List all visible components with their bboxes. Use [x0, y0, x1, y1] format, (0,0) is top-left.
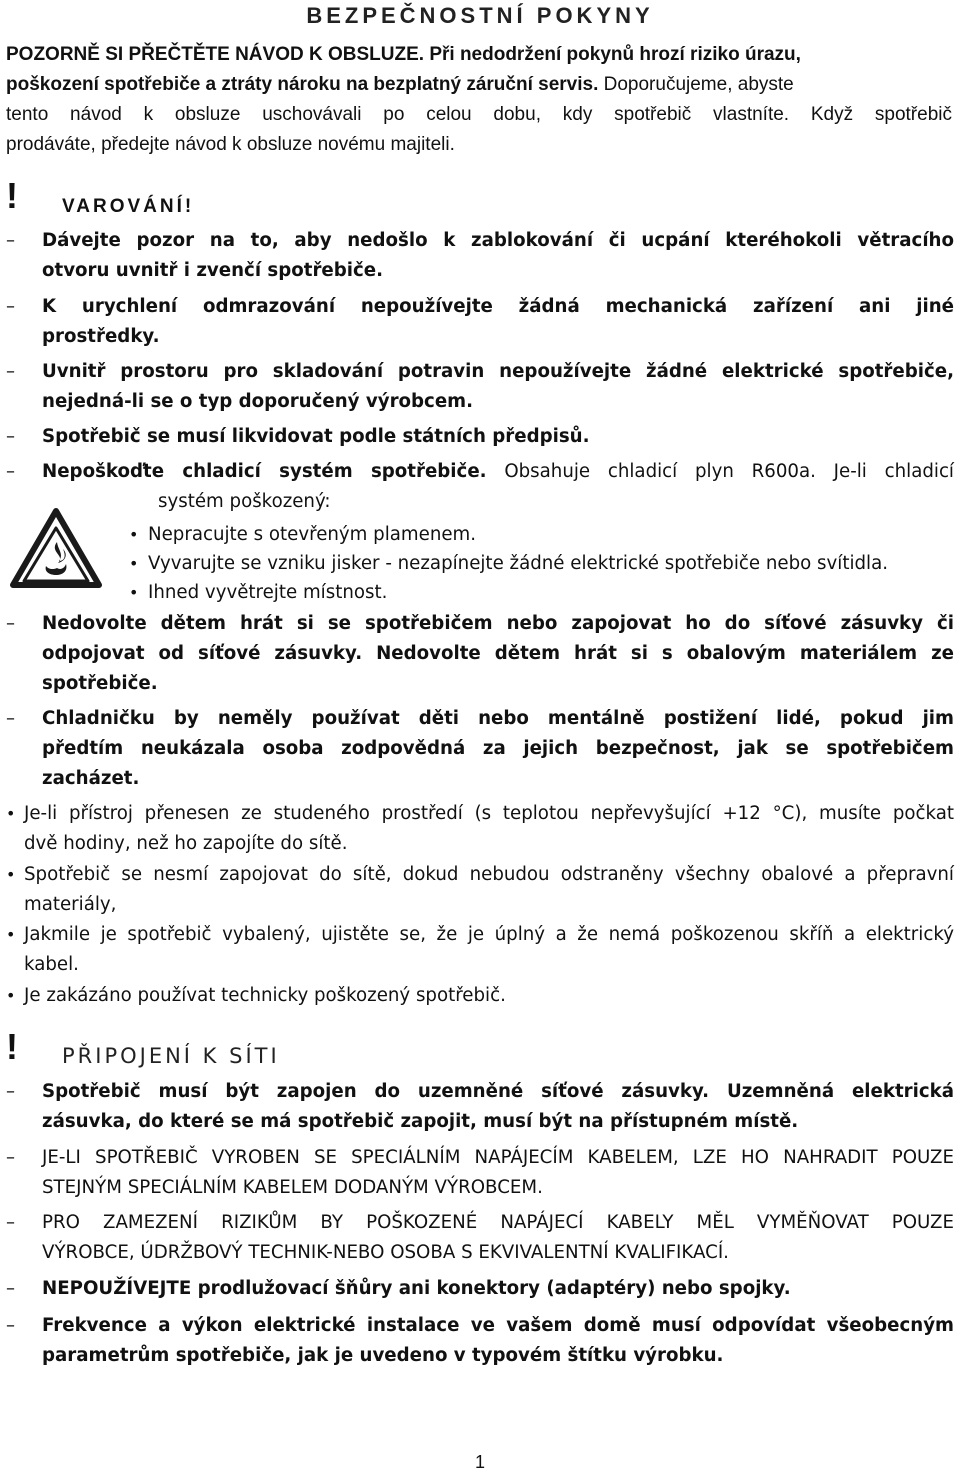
refrigerant-bullet-1: Nepracujte s otevřeným plamenem. — [148, 524, 477, 545]
flammable-warning-icon — [8, 506, 104, 590]
warning-item-4: Spotřebič se musí likvidovat podle státních předpisů. — [42, 426, 590, 447]
refrigerant-bullet-2: Vyvarujte se vzniku jisker - nezapínejte žádné elektrické spotřebiče nebo svítidla. — [148, 553, 889, 574]
connection-item-4 — [42, 1274, 791, 1304]
connection-heading: PŘIPOJENÍ K SÍTI — [62, 1044, 280, 1068]
page-number: 1 — [474, 1452, 485, 1472]
general-item-2-line-1: Spotřebič se nesmí zapojovat do sítě, dokud nebudou odstraněny všechny obalové a přepravní — [24, 864, 954, 885]
dash-bullet: – — [6, 613, 15, 634]
general-item-3-line-1: Jakmile je spotřebič vybalený, ujistěte se, že je úplný a že nemá poškozenou skříň a elektrický — [24, 924, 954, 945]
connection-item-4-bold: NEPOUŽÍVEJTE — [42, 1278, 192, 1299]
bullet-dot: • — [129, 583, 139, 602]
general-item-3-line-2: kabel. — [24, 954, 79, 975]
bullet-dot: • — [129, 525, 139, 544]
warning-item-1-line-2: otvoru uvnitř i zvenčí spotřebiče. — [42, 260, 384, 281]
bullet-dot: • — [6, 804, 16, 823]
dash-bullet: – — [6, 1278, 15, 1299]
warning-item-3-line-2: nejedná-li se o typ doporučený výrobcem. — [42, 391, 474, 412]
warning-item-2-line-2: prostředky. — [42, 326, 160, 347]
connection-item-3-line-1: PRO ZAMEZENÍ RIZIKŮM BY POŠKOZENÉ NAPÁJECÍ KABELY MĚL VYMĚŇOVAT POUZE — [42, 1212, 954, 1233]
refrigerant-bold: Nepoškoďte chladicí systém spotřebiče. — [42, 461, 487, 482]
connection-exclamation-icon: ! — [6, 1026, 18, 1067]
intro-line-2 — [6, 70, 952, 100]
connection-item-5-line-1: Frekvence a výkon elektrické instalace ve vašem domě musí odpovídat všeobecným — [42, 1315, 954, 1336]
dash-bullet: – — [6, 296, 15, 317]
intro-line-2-rest: Doporučujeme, abyste — [598, 74, 794, 95]
connection-item-3-line-2: VÝROBCE, ÚDRŽBOVÝ TECHNIK-NEBO OSOBA S EKVIVALENTNÍ KVALIFIKACÍ. — [42, 1242, 729, 1263]
intro-line-4: prodáváte, předejte návod k obsluze novému majiteli. — [6, 134, 455, 155]
bullet-dot: • — [6, 986, 16, 1005]
bullet-dot: • — [129, 554, 139, 573]
dash-bullet: – — [6, 1212, 15, 1233]
dash-bullet: – — [6, 361, 15, 382]
connection-item-5-line-2: parametrům spotřebiče, jak je uvedeno v typovém štítku výrobku. — [42, 1345, 724, 1366]
dash-bullet: – — [6, 1147, 15, 1168]
intro-line-1: POZORNĚ SI PŘEČTĚTE NÁVOD K OBSLUZE. Při nedodržení pokynů hrozí riziko úrazu, — [6, 44, 801, 65]
connection-item-1-line-2: zásuvka, do které se má spotřebič zapojit, musí být na přístupném místě. — [42, 1111, 799, 1132]
general-item-1-line-1: Je-li přístroj přenesen ze studeného prostředí (s teplotou nepřevyšující +12 °C), musíte počkat — [24, 803, 954, 824]
warning-item-1-line-1: Dávejte pozor na to, aby nedošlo k zablokování či ucpání kteréhokoli větracího — [42, 230, 954, 251]
warning-item-3-line-1: Uvnitř prostoru pro skladování potravin nepoužívejte žádné elektrické spotřebiče, — [42, 361, 954, 382]
general-item-1-line-2: dvě hodiny, než ho zapojíte do sítě. — [24, 833, 348, 854]
refrigerant-rest: Obsahuje chladicí plyn R600a. Je-li chladicí — [486, 461, 954, 482]
children-line-1: Nedovolte dětem hrát si se spotřebičem nebo zapojovat ho do síťové zásuvky či — [42, 613, 954, 634]
disabled-line-3: zacházet. — [42, 768, 140, 789]
children-line-2: odpojovat od síťové zásuvky. Nedovolte dětem hrát si s obalovým materiálem ze — [42, 643, 954, 664]
refrigerant-line-1 — [42, 457, 954, 487]
dash-bullet: – — [6, 1315, 15, 1336]
page-title: BEZPEČNOSTNÍ POKYNY — [306, 3, 654, 28]
intro-line-3: tento návod k obsluze uschovávali po celou dobu, kdy spotřebič vlastníte. Když spotřebič — [6, 104, 952, 125]
disabled-line-2: předtím neukázala osoba zodpovědná za jejich bezpečnost, jak se spotřebičem — [42, 738, 954, 759]
intro-line-2-bold: poškození spotřebiče a ztráty nároku na bezplatný záruční servis. — [6, 74, 599, 95]
dash-bullet: – — [6, 230, 15, 251]
dash-bullet: – — [6, 1081, 15, 1102]
connection-item-2-line-2: STEJNÝM SPECIÁLNÍM KABELEM DODANÝM VÝROBCEM. — [42, 1177, 543, 1198]
refrigerant-line-2: systém poškozený: — [158, 491, 331, 512]
connection-item-4-rest: prodlužovací šňůry ani konektory (adaptéry) nebo spojky. — [191, 1278, 791, 1299]
warning-item-2-line-1: K urychlení odmrazování nepoužívejte žádná mechanická zařízení ani jiné — [42, 296, 954, 317]
general-item-2-line-2: materiály, — [24, 894, 117, 915]
warning-heading: VAROVÁNÍ! — [62, 196, 195, 217]
connection-item-1-line-1: Spotřebič musí být zapojen do uzemněné síťové zásuvky. Uzemněná elektrická — [42, 1081, 954, 1102]
bullet-dot: • — [6, 925, 16, 944]
bullet-dot: • — [6, 865, 16, 884]
dash-bullet: – — [6, 426, 15, 447]
connection-item-2-line-1: JE-LI SPOTŘEBIČ VYROBEN SE SPECIÁLNÍM NAPÁJECÍM KABELEM, LZE HO NAHRADIT POUZE — [42, 1147, 954, 1168]
children-line-3: spotřebiče. — [42, 673, 158, 694]
dash-bullet: – — [6, 461, 15, 482]
refrigerant-bullet-3: Ihned vyvětrejte místnost. — [148, 582, 388, 603]
disabled-line-1: Chladničku by neměly používat děti nebo mentálně postižení lidé, pokud jim — [42, 708, 954, 729]
warning-exclamation-icon: ! — [6, 175, 18, 216]
general-item-4: Je zakázáno používat technicky poškozený spotřebič. — [24, 985, 506, 1006]
dash-bullet: – — [6, 708, 15, 729]
